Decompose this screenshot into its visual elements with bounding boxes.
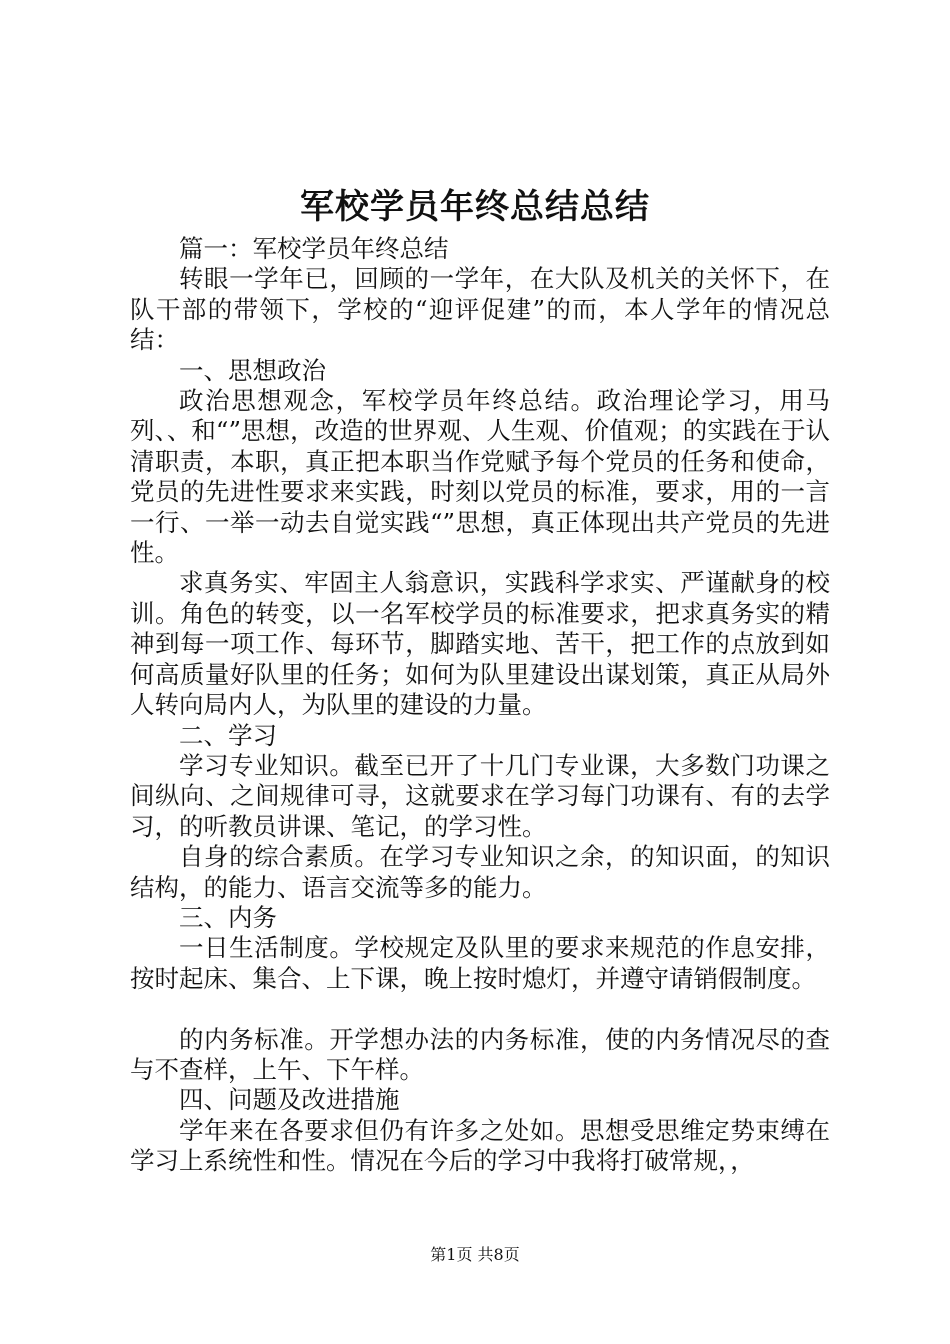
paragraph-housekeeping-2: 的内务标准。开学想办法的内务标准，使的内务情况尽的查与不查样，上午、下午样。 — [130, 1024, 830, 1084]
paragraph-ideology-2: 求真务实、牢固主人翁意识，实践科学求实、严谨献身的校训。角色的转变，以一名军校学员的标准要求，把求真务实的精神到每一项工作、每环节，脚踏实地、苦干，把工作的点放到如何高质量好队里的任务；如何为队里建设出谋划策，真正从局外人转向局内人，为队里的建设的力量。 — [130, 568, 830, 720]
paragraph-ideology-1: 政治思想观念，军校学员年终总结。政治理论学习，用马列、、和“”思想，改造的世界观、人生观、价值观；的实践在于认清职责，本职，真正把本职当作党赋予每个党员的任务和使命，党员的先进性要求来实践，时刻以党员的标准，要求，用的一言一行、一举一动去自觉实践“”思想，真正体现出共产党员的先进性。 — [130, 386, 830, 568]
heading-ideology: 一、思想政治 — [179, 355, 326, 385]
paragraph-study-1: 学习专业知识。截至已开了十几门专业课，大多数门功课之间纵向、之间规律可寻，这就要求在学习每门功课有、有的去学习，的听教员讲课、笔记，的学习性。 — [130, 750, 830, 841]
paragraph-housekeeping-1: 一日生活制度。学校规定及队里的要求来规范的作息安排，按时起床、集合、上下课，晚上按时熄灯，并遵守请销假制度。 — [130, 933, 830, 993]
document-body — [130, 234, 830, 1177]
paragraph-section-heading: 篇一：军校学员年终总结 — [179, 234, 449, 263]
heading-study: 二、学习 — [179, 720, 277, 750]
heading-problems: 四、问题及改进措施 — [179, 1085, 400, 1115]
paragraph-intro: 转眼一学年已，回顾的一学年，在大队及机关的关怀下，在队干部的带领下，学校的“迎评促建”的而，本人学年的情况总结： — [130, 264, 830, 355]
document-title: 军校学员年终总结总结 — [300, 187, 650, 227]
heading-housekeeping: 三、内务 — [179, 902, 277, 932]
paragraph-study-2: 自身的综合素质。在学习专业知识之余，的知识面，的知识结构，的能力、语言交流等多的能力。 — [130, 842, 830, 902]
page-number-footer: 第1页 共8页 — [430, 1245, 520, 1264]
blank-line — [130, 994, 830, 1024]
paragraph-problems: 学年来在各要求但仍有许多之处如。思想受思维定势束缚在学习上系统性和性。情况在今后的学习中我将打破常规，， — [130, 1115, 830, 1176]
